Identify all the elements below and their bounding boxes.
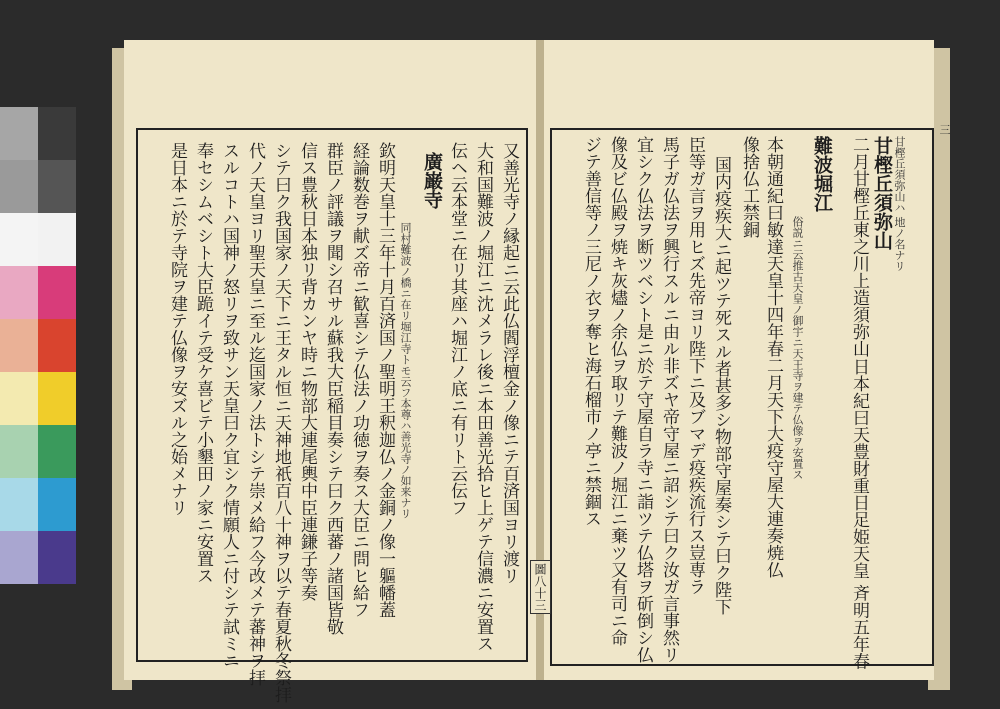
left-col-13: 是日本ニ於テ寺院ヲ建テ仏像ヲ安ズル之始メナリ [167,142,187,516]
right-col-6: 像捨仏工禁銅 [739,136,759,238]
right-col-3: 日本紀曰天豊財重日足姫天皇 斉明五年春 [849,358,869,670]
left-col-2: 大和国難波ノ堀江ニ沈メラレ後ニ本田善光拾ヒ上ゲテ信濃ニ安置ス [473,142,493,652]
color-swatch [38,107,76,160]
color-swatch [38,319,76,372]
color-swatch [38,213,76,266]
color-swatch [0,478,38,531]
right-col-2: 二月甘樫丘東之川上造須弥山 [849,136,869,357]
color-swatch [38,372,76,425]
left-col-10: 代ノ天皇ヨリ聖天皇ニ至ル迄国家ノ法トシテ崇メ給フ今改メテ蕃神ヲ拝 [245,142,265,686]
color-swatch [38,425,76,478]
color-swatch [38,531,76,584]
left-col-3: 伝ヘ云本堂ニ在リ其座ハ堀江ノ底ニ有リト云伝フ [447,142,467,516]
right-col-7: 国内疫疾大ニ起ツテ死スル者甚多シ物部守屋奏シテ曰ク陛下 [711,156,731,615]
left-section-title: 廣巌寺 [421,152,443,209]
color-swatch [0,319,38,372]
color-swatch [0,160,38,213]
right-title-note: 甘樫丘須弥山ハ 地ノ名ナリ [893,136,906,272]
right-col-10: 宜シク仏法ヲ断ツベシト是ニ於テ守屋自ラ寺ニ詣ツテ仏塔ヲ斫倒シ仏 [633,136,653,663]
right-col-4: 俗説ニ云推古天皇ノ御宇ニ天王寺ヲ建テ仏像ヲ安置ス [791,216,804,480]
color-swatch [38,266,76,319]
right-col-5: 本朝通紀曰敏達天皇十四年春二月天下大疫守屋大連奏焼仏 [763,136,783,578]
left-col-8: 信ス豊秋日本独リ背カンヤ時ニ物部大連尾輿中臣連鎌子等奏 [297,142,317,601]
left-col-6: 経論数巻ヲ献ズ帝ニ歓喜シテ仏法ノ功徳ヲ奏ス大臣ニ問ヒ給フ [349,142,369,618]
color-swatch [0,531,38,584]
corner-mark: 三 [938,124,951,135]
right-col-11: 像及ビ仏殿ヲ焼キ灰燼ノ余仏ヲ取リテ難波ノ堀江ニ棄ツ又有司ニ命 [607,136,627,646]
right-col-8: 臣等ガ言ヲ用ヒズ先帝ヨリ陛下ニ及ブマデ疫疾流行ス豈専ラ [685,136,705,595]
right-col-9: 馬子ガ仏法ヲ興行スルニ由ル非ズヤ帝守屋ニ詔シテ曰ク汝ガ言事然リ [659,136,679,663]
right-col-12: ジテ善信等ノ三尼ノ衣ヲ奪ヒ海石榴市ノ亭ニ禁錮ス [581,136,601,527]
right-title: 甘樫丘須弥山 [871,136,893,250]
color-swatch [0,372,38,425]
right-section-title: 難波堀江 [811,136,833,212]
color-swatch [38,160,76,213]
color-swatch [0,425,38,478]
color-swatch [0,266,38,319]
left-col-7: 群臣ノ評議ヲ聞シ召サル蘇我大臣稲目奏シテ曰ク西蕃ノ諸国皆敬 [323,142,343,635]
color-calibration-chart [0,107,78,584]
page-number-label: 圖八十三 [530,560,551,614]
left-col-12: 奉セシムベシト大臣跪イテ受ケ喜ビテ小墾田ノ家ニ安置ス [193,142,213,584]
left-col-11: スルコトハ国神ノ怒リヲ致サン天皇曰ク宜シク情願人ニ付シテ試ミニ [219,142,239,669]
color-swatch [38,478,76,531]
color-swatch [0,107,38,160]
left-col-9: シテ曰ク我国家ノ天下ニ王タル恒ニ天神地祇百八十神ヲ以テ春夏秋冬祭拝 [271,142,291,703]
left-col-4: 同村難波ノ橋ニ在リ堀江寺トモ云フ本尊ハ善光寺ノ如来ナリ [399,222,412,519]
color-swatch [0,213,38,266]
left-col-5: 欽明天皇十三年十月百済国ノ聖明王釈迦仏ノ金銅ノ像一軀幡蓋 [375,142,395,618]
left-col-1: 又善光寺ノ縁起ニ云此仏閻浮檀金ノ像ニテ百済国ヨリ渡リ [499,142,519,584]
